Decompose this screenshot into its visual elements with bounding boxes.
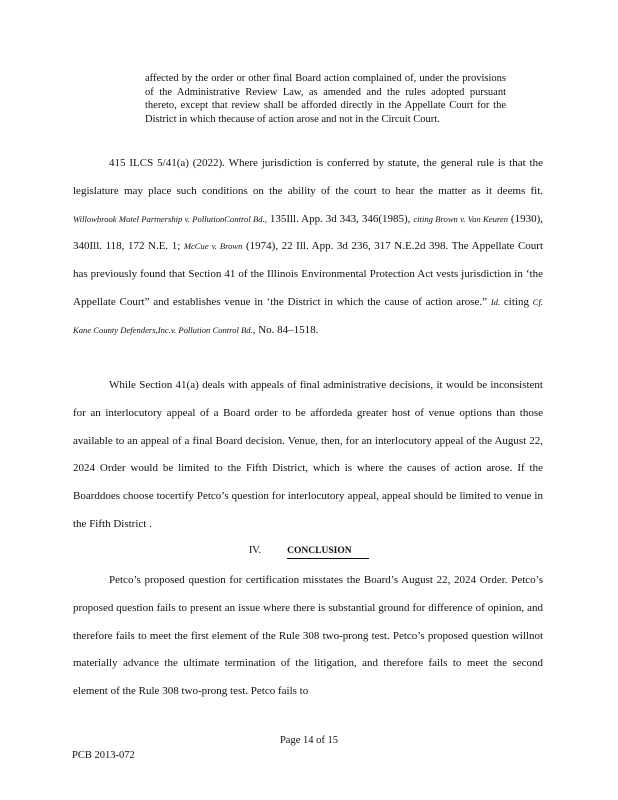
citation-kane-county: Cf. Kane County Defenders,Inc.v. Pollution Control Bd. bbox=[73, 296, 543, 335]
citation-willowbrook: Willowbrook Motel Partnership v. PollutionControl Bd., bbox=[73, 213, 267, 224]
block-quote-text: affected by the order or other final Board action complained of, under the provisions of the Administrative Review Law, as amended and the rules adopted pursuant thereto, except that review shall be afforded directly in the Appellate Court for the District in which thecause of action arose and not in the Circuit Court. bbox=[145, 73, 506, 125]
citation-brown: citing Brown v. Van Keuren bbox=[413, 213, 508, 224]
citation-mccue: McCue v. Brown bbox=[183, 241, 243, 252]
page-total: 15 bbox=[327, 735, 339, 746]
page-label: Page bbox=[279, 735, 301, 746]
paragraph-jurisdiction-lead: 415 ILCS 5/41(a) (2022). Where jurisdiction is conferred by statute, the general rule is that the legislature may place such conditions on the ability of the court to hear the matter as it deems fit. bbox=[73, 157, 543, 197]
paragraph-conclusion: Petco’s proposed question for certification misstates the Board’s August 22, 2024 Order. Petco’s proposed question fails to present an issue where there is substantial ground for difference of opinion, and therefore fails to meet the first element of the Rule 308 two-prong test. Petco’s proposed question willnot materially advance the ultimate termination of the litigation, and therefore fails to meet the second element of the Rule 308 two-prong test. Petco fails to bbox=[73, 574, 543, 698]
section-title: CONCLUSION bbox=[287, 544, 369, 559]
block-quote bbox=[145, 72, 506, 126]
section-heading bbox=[0, 544, 618, 559]
paragraph-venue: While Section 41(a) deals with appeals of final administrative decisions, it would be inconsistent for an interlocutory appeal of a Board order to be affordeda greater host of venue options than those available to an appeal of a final Board decision. Venue, then, for an interlocutory appeal of the August 22, 2024 Order would be limited to the Fifth District, which is where the causes of action arose. If the Boarddoes choose tocertify Petco’s question for interlocutory appeal, appeal should be limited to venue in the Fifth District . bbox=[73, 379, 543, 530]
paragraph-jurisdiction-tail: , No. 84–1518. bbox=[252, 323, 319, 336]
citing-text: citing bbox=[503, 295, 529, 308]
citation-id: Id. bbox=[490, 296, 501, 307]
page-number-footer bbox=[0, 735, 618, 746]
paragraph-jurisdiction-body: (1974), 22 Ill. App. 3d 236, 317 N.E.2d 398. The Appellate Court has previously found that Section 41 of the Illinois Environmental Protection Act vests jurisdiction in ‘the Appellate Court” and establishes venue in ‘the District in which the cause of action arose.” bbox=[73, 240, 543, 308]
paragraph-jurisdiction bbox=[73, 150, 543, 345]
case-number: PCB 2013-072 bbox=[72, 750, 135, 761]
page-number: 14 bbox=[303, 735, 314, 746]
citation-willowbrook-reporter: 135Ill. App. 3d 343, 346(1985), bbox=[269, 212, 411, 225]
section-number: IV. bbox=[248, 545, 262, 556]
citation-brown-reporter: (1930), 340Ill. 118, 172 N.E. 1; bbox=[73, 212, 543, 253]
of-label: of bbox=[316, 735, 325, 746]
